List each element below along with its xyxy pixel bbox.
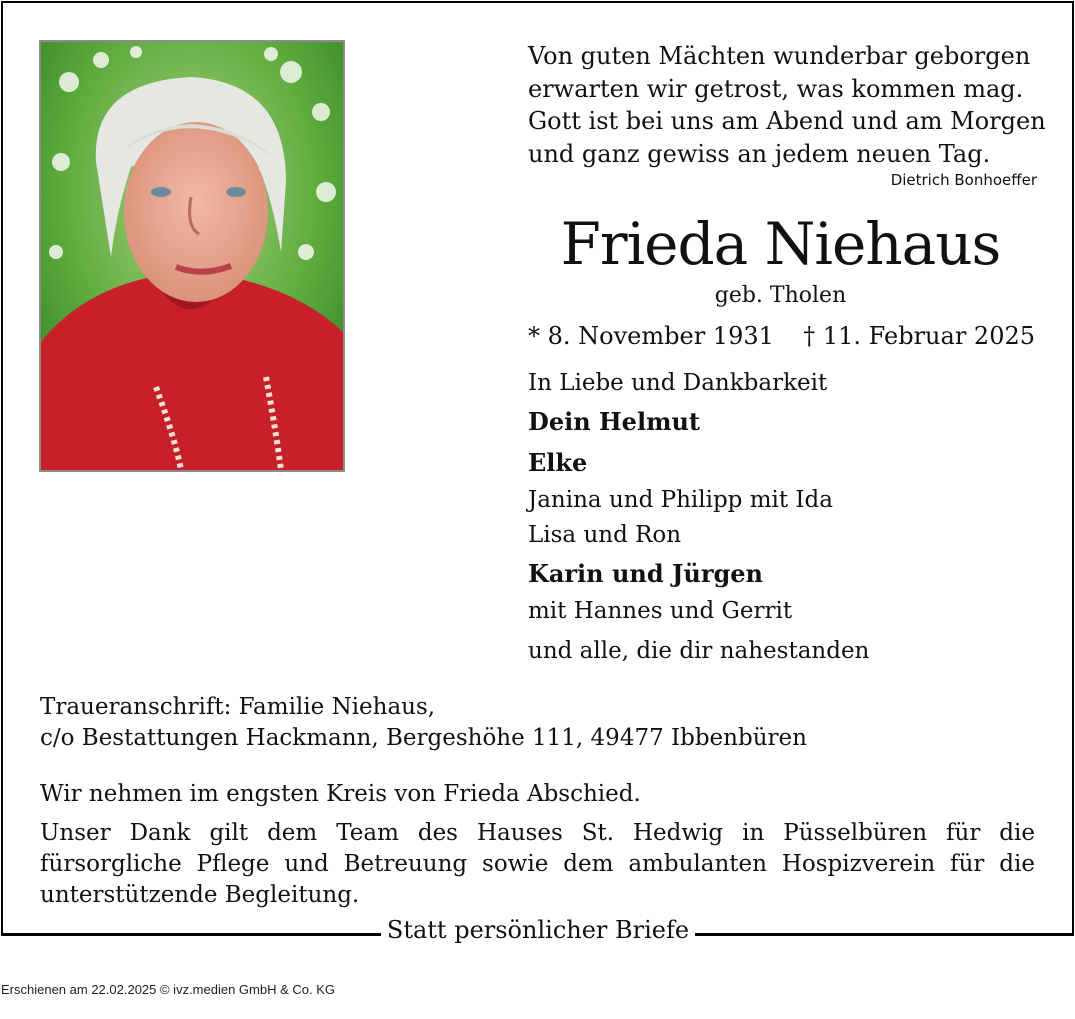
poem-line: erwarten wir getrost, was kommen mag. <box>528 74 1024 103</box>
address-line: Traueranschrift: Familie Niehaus, <box>40 694 436 720</box>
survivor-line: Lisa und Ron <box>528 522 682 548</box>
survivor-group-elke: Elke <box>528 448 588 477</box>
survivor-line: mit Hannes und Gerrit <box>528 598 793 624</box>
thanks-note: Unser Dank gilt dem Team des Hauses St. Hedwig in Püsselbüren für die fürsorgliche Pflege und Betreuung sowie dem ambulanten Hospizverein für die unterstützende Begleitung. <box>40 820 1035 908</box>
poem <box>528 40 1048 170</box>
portrait-photo <box>39 40 345 472</box>
death-date: † 11. Februar 2025 <box>803 322 1035 350</box>
mourning-address <box>40 692 807 754</box>
maiden-name: geb. Tholen <box>714 283 847 308</box>
survivors-intro: In Liebe und Dankbarkeit <box>528 370 828 396</box>
birth-date: * 8. November 1931 <box>528 322 774 350</box>
deceased-name: Frieda Niehaus <box>560 210 1001 278</box>
bottom-rule-right <box>695 933 1074 936</box>
survivors-list <box>528 366 1048 669</box>
poem-line: Gott ist bei uns am Abend und am Morgen <box>528 107 1046 135</box>
poem-author: Dietrich Bonhoeffer <box>890 171 1037 189</box>
survivors-closing: und alle, die dir nahestanden <box>528 638 870 664</box>
portrait-photo-icon <box>41 42 343 470</box>
survivor-line: Janina und Philipp mit Ida <box>528 487 833 513</box>
address-line: c/o Bestattungen Hackmann, Bergeshöhe 111, 49477 Ibbenbüren <box>40 725 807 751</box>
survivor-group-helmut: Dein Helmut <box>528 407 700 436</box>
survivor-group-karin: Karin und Jürgen <box>528 559 763 588</box>
poem-line: Von guten Mächten wunderbar geborgen <box>528 42 1031 70</box>
publication-credit: Erschienen am 22.02.2025 © ivz.medien GmbH & Co. KG <box>1 982 336 997</box>
poem-line: und ganz gewiss an jedem neuen Tag. <box>528 139 991 168</box>
footer-note: Statt persönlicher Briefe <box>381 914 695 946</box>
farewell-note: Wir nehmen im engsten Kreis von Frieda Abschied. <box>40 781 641 807</box>
bottom-rule-left <box>1 933 381 936</box>
